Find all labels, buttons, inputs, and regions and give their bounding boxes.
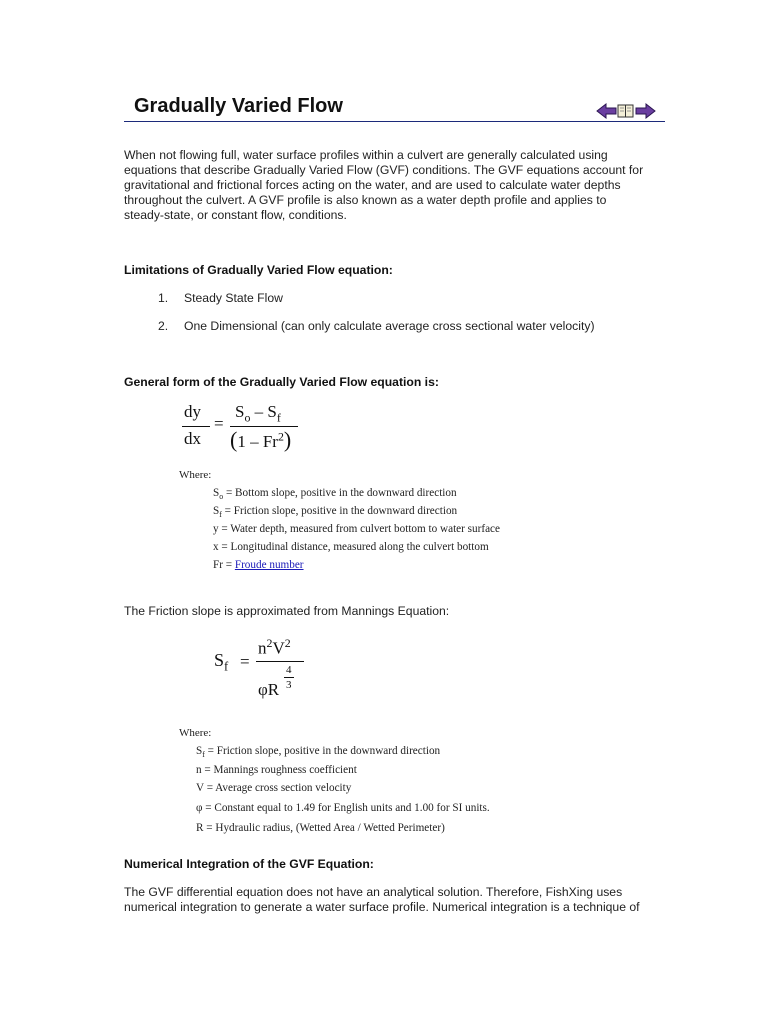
list-item-number: 2. <box>158 319 169 333</box>
arrow-left-icon[interactable] <box>597 104 616 118</box>
list-item-number: 1. <box>158 291 169 305</box>
limitations-heading: Limitations of Gradually Varied Flow equation: <box>124 263 393 277</box>
definition-item: $S_f$ = Friction slope, positive in the downward direction <box>213 505 458 520</box>
numerical-line: The GVF differential equation does not have an analytical solution. Therefore, FishXing uses <box>124 885 623 899</box>
where-label: Where: <box>179 469 212 481</box>
eq-equals: = <box>214 414 224 433</box>
intro-line: When not flowing full, water surface profiles within a culvert are generally calculated using <box>124 148 608 162</box>
intro-line: steady-state, or constant flow, conditions. <box>124 208 347 222</box>
mannings-equation <box>214 634 324 708</box>
eq-denominator: φR <box>258 680 280 699</box>
eq-exponent-numerator: 4 <box>286 664 292 676</box>
eq-lhs: $S_f$ <box>214 650 229 674</box>
nav-controls <box>596 102 656 120</box>
book-icon[interactable] <box>618 105 633 117</box>
general-form-heading: General form of the Gradually Varied Flow equation is: <box>124 375 439 389</box>
numerical-line: numerical integration to generate a water surface profile. Numerical integration is a technique of <box>124 900 640 914</box>
eq-numerator: $n^2V^2$ <box>258 636 291 658</box>
definition-item: V = Average cross section velocity <box>196 782 352 794</box>
arrow-right-icon[interactable] <box>636 104 655 118</box>
definition-item: R = Hydraulic radius, (Wetted Area / Wetted Perimeter) <box>196 822 445 834</box>
intro-paragraph <box>124 148 672 223</box>
definition-item: $S_o$ = Bottom slope, positive in the downward direction <box>213 487 457 502</box>
title-divider <box>124 121 665 122</box>
definition-item: x = Longitudinal distance, measured along the culvert bottom <box>213 541 489 553</box>
definition-item: $S_f$ = Friction slope, positive in the downward direction <box>196 745 441 760</box>
definition-item: φ = Constant equal to 1.49 for English units and 1.00 for SI units. <box>196 802 490 814</box>
eq-rhs-denominator: (1 – Fr$^2$) <box>230 427 292 452</box>
friction-intro: The Friction slope is approximated from Mannings Equation: <box>124 604 450 618</box>
list-item: Steady State Flow <box>184 291 283 305</box>
eq-exponent-bar <box>284 677 294 678</box>
eq-lhs-denominator: dx <box>184 429 201 448</box>
gvf-equation <box>180 402 310 458</box>
numerical-heading: Numerical Integration of the GVF Equation: <box>124 857 374 871</box>
eq-rhs-numerator: $S_o - S_f$ <box>235 402 281 425</box>
eq-equals: = <box>240 652 250 671</box>
list-item: One Dimensional (can only calculate average cross sectional water velocity) <box>184 319 595 333</box>
eq-lhs-numerator: dy <box>184 402 201 421</box>
page-title: Gradually Varied Flow <box>134 95 343 117</box>
eq-fraction-bar <box>182 426 210 427</box>
intro-line: gravitational and frictional forces acting on the water, and are used to calculate water depths <box>124 178 621 192</box>
intro-line: equations that describe Gradually Varied Flow (GVF) conditions. The GVF equations account for <box>124 163 644 177</box>
intro-line: throughout the culvert. A GVF profile is also known as a water depth profile and applies to <box>124 193 607 207</box>
numerical-paragraph <box>124 885 672 915</box>
where-label: Where: <box>179 727 212 739</box>
definition-item: y = Water depth, measured from culvert bottom to water surface <box>213 523 500 535</box>
eq-exponent-denominator: 3 <box>286 679 292 691</box>
definition-item: n = Mannings roughness coefficient <box>196 764 357 776</box>
definition-item: Fr = Froude number <box>213 559 304 571</box>
froude-number-link[interactable]: Froude number <box>234 559 304 571</box>
eq-fraction-bar <box>256 661 304 662</box>
